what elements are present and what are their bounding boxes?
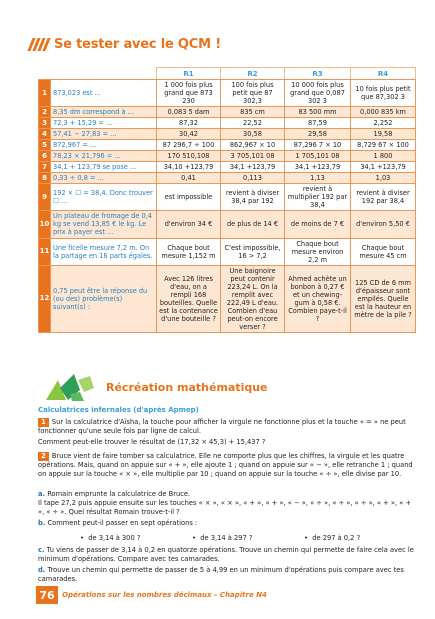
question-number: 3: [39, 118, 51, 129]
answer-r4: Chaque bout mesure 45 cm: [351, 238, 416, 265]
qcm-row: [39, 140, 416, 151]
question-number: 12: [39, 265, 51, 332]
col-r4: R4: [351, 68, 416, 80]
question-number: 8: [39, 173, 51, 184]
qcm-row: [39, 173, 416, 184]
section-title: Se tester avec le QCM !: [54, 36, 221, 52]
exercise-1: [38, 418, 415, 436]
recreation-subtitle: Calculatrices infernales (d'après Apmep): [38, 406, 199, 414]
question-text: 872,967 = ...: [51, 140, 157, 151]
question-text: 72,3 + 15,29 = ...: [51, 118, 157, 129]
question-text: 0,33 ÷ 0,8 = ...: [51, 173, 157, 184]
recreation-header: [44, 373, 268, 401]
exercise-2-number: 2: [38, 452, 49, 461]
answer-r2: 34,1 +123,79: [221, 162, 285, 173]
exercise-2-text: Bruce vient de faire tomber sa calculatrice. Elle ne comporte plus que les chiffres, la virgule et les quatre opérations. Mais, quand on appuie sur « + », elle ajoute 1 ; quand on appuie sur « − », elle retranche 1 ; quand on appuie sur la touche « × », elle multiplie par 10 ; quand on appuie sur la touche « ÷ », elle divise par 10.: [38, 452, 413, 479]
answer-r2: de plus de 14 €: [221, 211, 285, 238]
answer-r3: de moins de 7 €: [285, 211, 351, 238]
exercise-1-number: 1: [38, 418, 49, 427]
question-text: 57,41 − 27,83 = ...: [51, 129, 157, 140]
exercise-2: [38, 452, 415, 479]
bullet-item: • de 297 à 0,2 ?: [304, 534, 361, 542]
question-number: 1: [39, 80, 51, 107]
qcm-row: [39, 238, 416, 265]
footer: [36, 586, 267, 604]
qcm-header-row: [39, 68, 416, 80]
answer-r1: 87,32: [157, 118, 221, 129]
qcm-row: [39, 80, 416, 107]
qcm-row: [39, 184, 416, 211]
question-text: 0,75 peut être la réponse du (ou des) problème(s) suivant(s) :: [51, 265, 157, 332]
answer-r1: 30,42: [157, 129, 221, 140]
answer-r1: 87 296,7 ÷ 100: [157, 140, 221, 151]
answer-r4: 10 fois plus petit que 87,302 3: [351, 80, 416, 107]
answer-r2: 30,58: [221, 129, 285, 140]
question-text: Un plateau de fromage de 0,4 kg se vend 13,85 € le kg. Le prix à payer est ...: [51, 211, 157, 238]
bullet-item: • de 3,14 à 297 ?: [192, 534, 253, 542]
answer-r4: 125 CD de 6 mm d'épaisseur sont empilés. Quelle est la hauteur en mètre de la pile ?: [351, 265, 416, 332]
slashes-icon: [30, 38, 50, 51]
answer-r2: revient à diviser 38,4 par 192: [221, 184, 285, 211]
qcm-row: [39, 151, 416, 162]
bullet-item: • de 3,14 à 300 ?: [80, 534, 141, 542]
qcm-table: [38, 67, 416, 333]
answer-r3: 34,1 +123,79: [285, 162, 351, 173]
answer-r1: Avec 126 litres d'eau, on a rempli 168 bouteilles. Quelle est la contenance d'une bouteille ?: [157, 265, 221, 332]
recreation-title: Récréation mathématique: [106, 380, 268, 394]
question-text: 873,023 est ...: [51, 80, 157, 107]
qcm-row: [39, 118, 416, 129]
question-number: 4: [39, 129, 51, 140]
exercise-2a: a. Romain emprunte la calculatrice de Bruce.: [38, 490, 191, 498]
answer-r4: 19,58: [351, 129, 416, 140]
answer-r1: Chaque bout mesure 1,152 m: [157, 238, 221, 265]
answer-r1: 34,10 +123,79: [157, 162, 221, 173]
question-text: 192 × ☐ = 38,4. Donc trouver ☐ ...: [51, 184, 157, 211]
exercise-2d: d. Trouve un chemin qui permette de passer de 5 à 4,99 en un minimum d'opérations puis compare avec tes camarades.: [38, 566, 404, 583]
question-number: 2: [39, 107, 51, 118]
answer-r1: 0,083 5 dam: [157, 107, 221, 118]
answer-r2: 0,113: [221, 173, 285, 184]
question-text: 78,23 × 21,796 = ...: [51, 151, 157, 162]
answer-r4: 1,03: [351, 173, 416, 184]
answer-r4: 2,252: [351, 118, 416, 129]
answer-r3: 1,13: [285, 173, 351, 184]
answer-r3: 29,58: [285, 129, 351, 140]
answer-r1: 0,41: [157, 173, 221, 184]
answer-r1: 1 000 fois plus grand que 873 230: [157, 80, 221, 107]
answer-r4: 8,729 67 × 100: [351, 140, 416, 151]
answer-r2: 3 705,101 08: [221, 151, 285, 162]
answer-r3: Ahmed achète un bonbon à 0,27 € et un chewing-gum à 0,58 €. Combien paye-t-il ?: [285, 265, 351, 332]
answer-r4: d'environ 5,50 €: [351, 211, 416, 238]
answer-r3: 1 705,101 08: [285, 151, 351, 162]
answer-r3: 87,59: [285, 118, 351, 129]
answer-r2: 862,967 × 10: [221, 140, 285, 151]
answer-r3: 87,296 7 × 10: [285, 140, 351, 151]
answer-r4: 1 800: [351, 151, 416, 162]
chapter-title: Opérations sur les nombres décimaux – Chapitre N4: [62, 591, 267, 599]
answer-r2: Une baignoire peut contenir 223,24 L. On la remplit avec 222,49 L d'eau. Combien d'eau peut-on encore verser ?: [221, 265, 285, 332]
question-text: 8,35 dm correspond à ...: [51, 107, 157, 118]
qcm-row: [39, 107, 416, 118]
qcm-row: [39, 211, 416, 238]
exercise-1-question: Comment peut-elle trouver le résultat de (17,32 × 45,3) + 15,437 ?: [38, 438, 266, 446]
answer-r3: 10 000 fois plus grand que 0,087 302 3: [285, 80, 351, 107]
answer-r3: 83 500 mm: [285, 107, 351, 118]
answer-r1: 170 510,108: [157, 151, 221, 162]
answer-r3: revient à multiplier 192 par 38,4: [285, 184, 351, 211]
exercise-1-text: Sur la calculatrice d'Aïsha, la touche pour afficher la virgule ne fonctionne plus et la touche « = » ne peut fonctionner qu'une seule fois par ligne de calcul.: [38, 418, 406, 436]
answer-r2: 22,52: [221, 118, 285, 129]
answer-r1: est impossible: [157, 184, 221, 211]
qcm-row: [39, 129, 416, 140]
question-text: Une ficelle mesure 7,2 m. On la partage en 16 parts égales.: [51, 238, 157, 265]
page-number: 76: [36, 586, 58, 604]
section-header: [30, 34, 221, 54]
answer-r1: d'environ 34 €: [157, 211, 221, 238]
question-number: 9: [39, 184, 51, 211]
qcm-row: [39, 162, 416, 173]
question-text: 34,1 + 123,79 se pose ...: [51, 162, 157, 173]
geometric-shapes-icon: [44, 372, 98, 402]
question-number: 11: [39, 238, 51, 265]
answer-r2: 100 fois plus petit que 87 302,3: [221, 80, 285, 107]
answer-r2: 835 cm: [221, 107, 285, 118]
answer-r4: 0,000 835 km: [351, 107, 416, 118]
answer-r4: 34,1 +123,79: [351, 162, 416, 173]
qcm-row: [39, 265, 416, 332]
answer-r4: revient à diviser 192 par 38,4: [351, 184, 416, 211]
question-number: 10: [39, 211, 51, 238]
question-number: 5: [39, 140, 51, 151]
answer-r2: C'est impossible, 16 > 7,2: [221, 238, 285, 265]
exercise-2a-detail: Il tape 27,2 puis appuie ensuite sur les touches « × », « × », « + », « + », « − », « ÷ », « ÷ », « ÷ », « + », « + », « ÷ ». Quel résultat Romain trouve-t-il ?: [38, 499, 412, 516]
col-r1: R1: [157, 68, 221, 80]
col-r2: R2: [221, 68, 285, 80]
question-number: 7: [39, 162, 51, 173]
col-r3: R3: [285, 68, 351, 80]
answer-r3: Chaque bout mesure environ 2,2 m: [285, 238, 351, 265]
exercise-2c: c. Tu viens de passer de 3,14 à 0,2 en quatorze opérations. Trouve un chemin qui permette de faire cela avec le minimum d'opérations. Compare avec tes camarades.: [38, 546, 414, 563]
exercise-2b: b. Comment peut-il passer en sept opérations :: [38, 519, 198, 527]
question-number: 6: [39, 151, 51, 162]
